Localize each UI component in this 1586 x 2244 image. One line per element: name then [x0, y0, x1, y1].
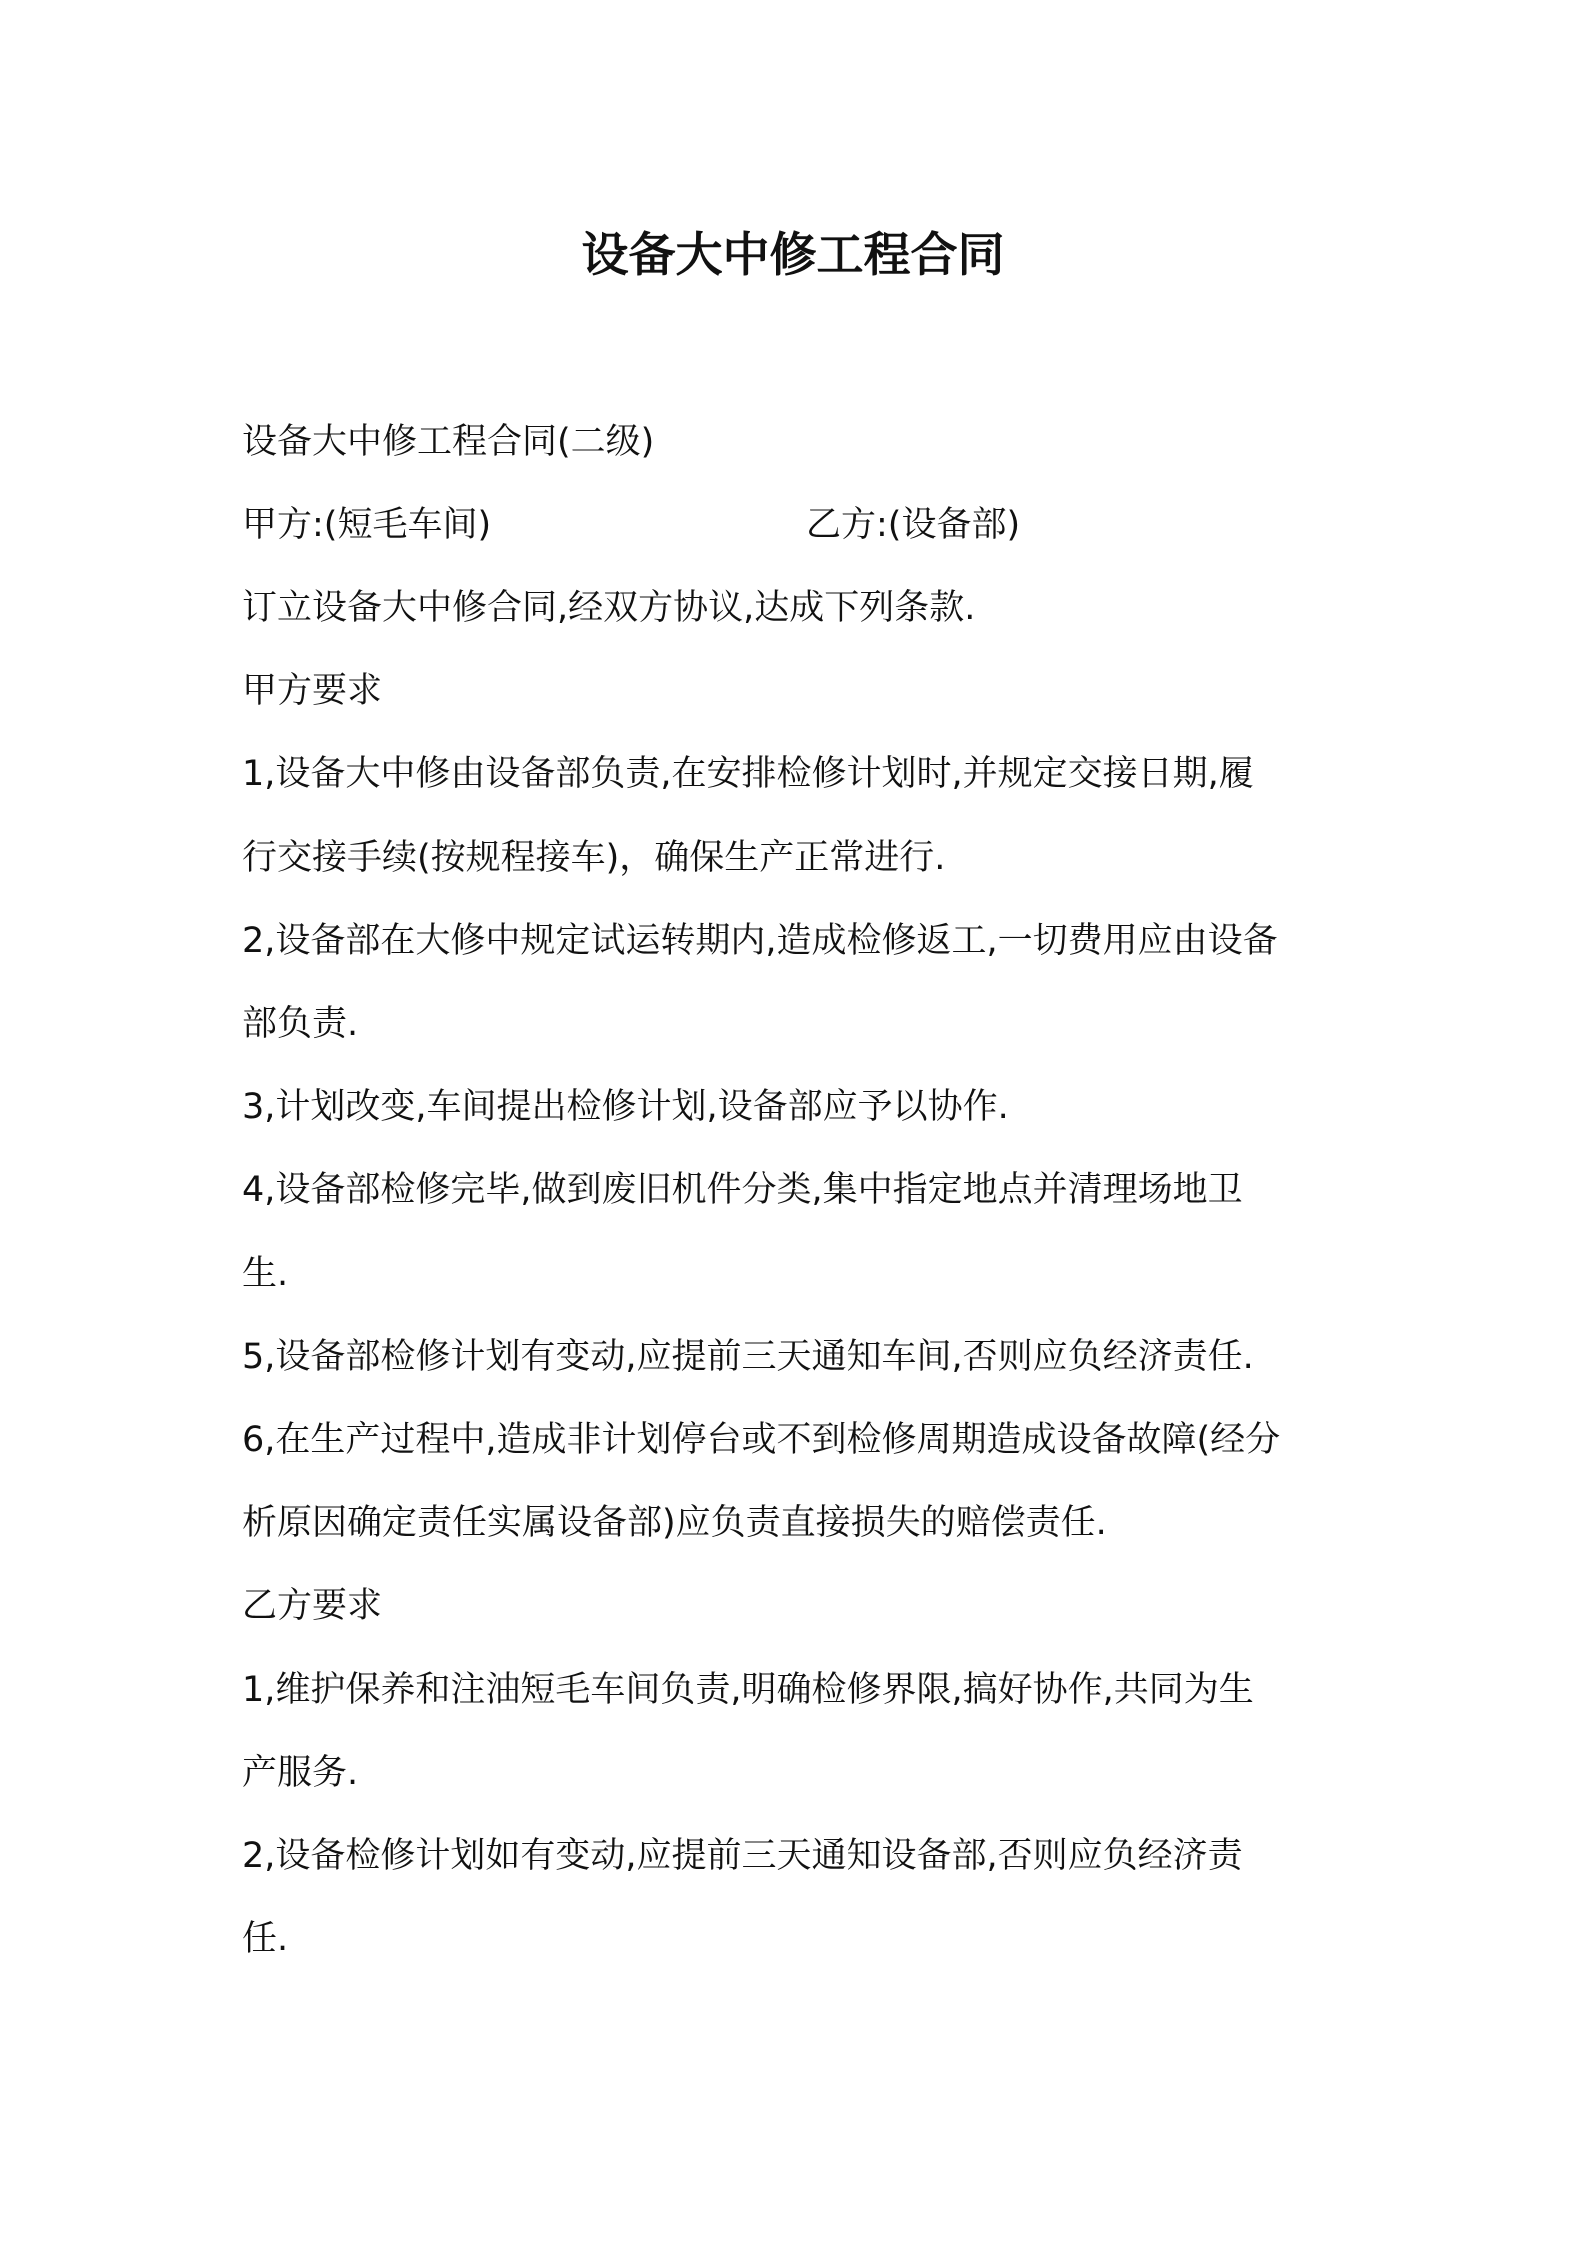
body-line: 任. — [242, 1919, 289, 1960]
body-line: 2,设备部在大修中规定试运转期内,造成检修返工,一切费用应由设备 — [242, 920, 1278, 961]
body-line: 甲方要求 — [242, 671, 383, 712]
body-line: 2,设备检修计划如有变动,应提前三天通知设备部,否则应负经济责 — [242, 1836, 1243, 1876]
body-line: 生. — [242, 1253, 289, 1294]
body-line: 1,设备大中修由设备部负责,在安排检修计划时,并规定交接日期,履 — [242, 754, 1254, 795]
body-line: 产服务. — [242, 1752, 359, 1793]
party-b: 乙方:(设备部) — [806, 505, 1021, 545]
body-line: 1,维护保养和注油短毛车间负责,明确检修界限,搞好协作,共同为生 — [242, 1669, 1254, 1710]
body-line: 5,设备部检修计划有变动,应提前三天通知车间,否则应负经济责任. — [242, 1336, 1254, 1377]
contract-subtitle: 设备大中修工程合同(二级) — [242, 422, 655, 462]
body-line: 6,在生产过程中,造成非计划停台或不到检修周期造成设备故障(经分 — [242, 1420, 1281, 1460]
document-title: 设备大中修工程合同 — [581, 228, 1005, 283]
body-line: 3,计划改变,车间提出检修计划,设备部应予以协作. — [242, 1087, 1009, 1128]
body-line: 4,设备部检修完毕,做到废旧机件分类,集中指定地点并清理场地卫 — [242, 1170, 1243, 1211]
body-line: 乙方要求 — [242, 1586, 383, 1627]
party-a: 甲方:(短毛车间) — [242, 505, 492, 545]
body-line: 行交接手续(按规程接车)，确保生产正常进行. — [242, 837, 946, 878]
body-line: 订立设备大中修合同,经双方协议,达成下列条款. — [242, 588, 976, 628]
body-line: 析原因确定责任实属设备部)应负责直接损失的赔偿责任. — [242, 1503, 1107, 1544]
body-line: 部负责. — [242, 1004, 359, 1044]
